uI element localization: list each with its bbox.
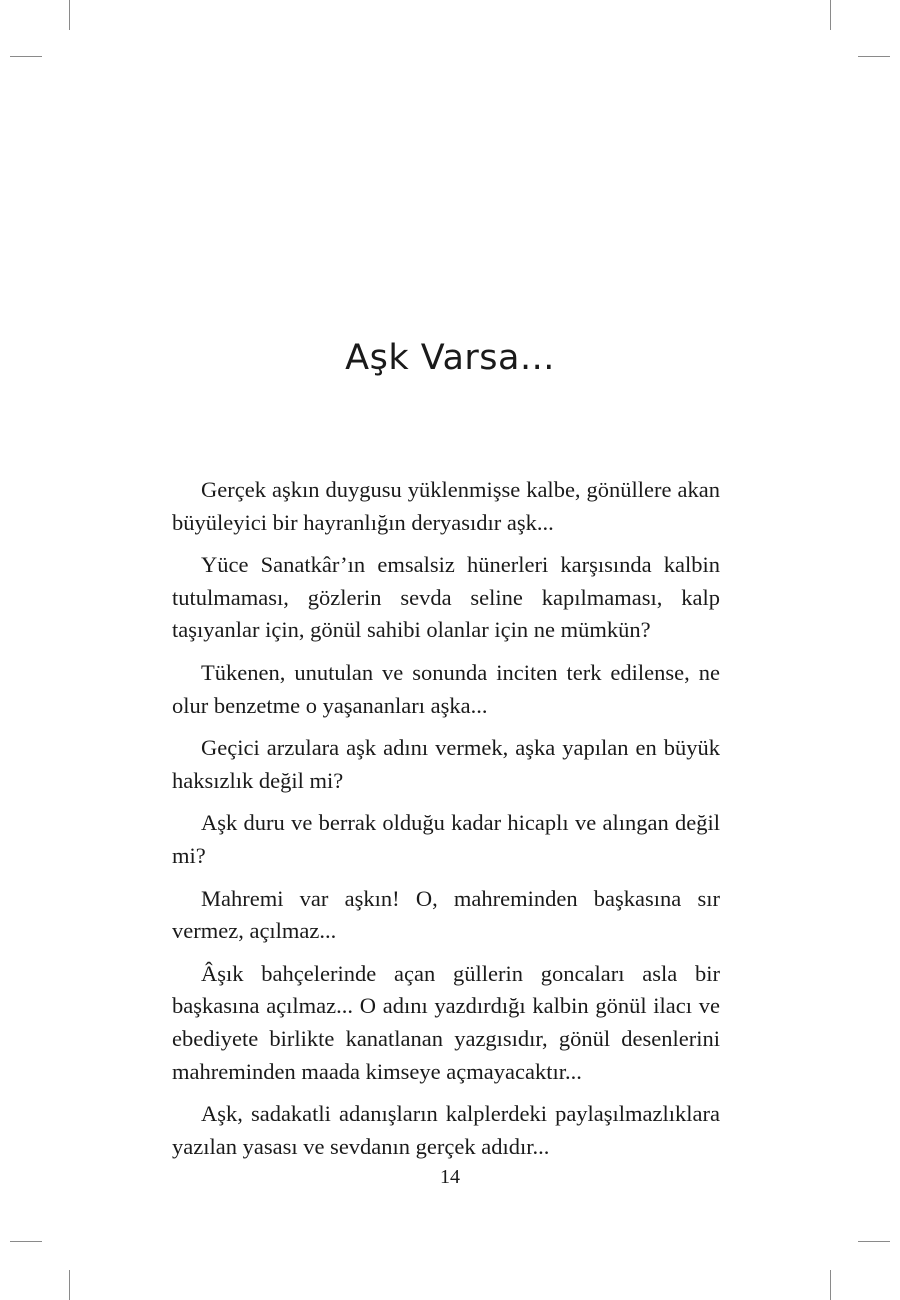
- paragraph: Aşk, sadakatli adanışların kalplerdeki paylaşılmazlıklara yazılan yasası ve sevdanın gerçek adıdır...: [172, 1101, 720, 1159]
- paragraph: Tükenen, unutulan ve sonunda inciten terk edilense, ne olur benzetme o yaşananları aşka...: [172, 659, 720, 718]
- crop-mark-bottom-right: [830, 1270, 831, 1300]
- chapter-body: [172, 474, 720, 1173]
- paragraph: Âşık bahçelerinde açan güllerin goncaları asla bir başkasına açılmaz... O adını yazdırdığı kalbin gönül ilacı ve ebediyete birlikte kanatlanan yazgısıdır, gönül desenlerini mahreminden maada kimseye açmayacaktır...: [172, 960, 720, 1084]
- paragraph: Gerçek aşkın duygusu yüklenmişse kalbe, gönüllere akan büyüleyici bir hayranlığın deryasıdır aşk...: [172, 477, 720, 535]
- paragraph: Yüce Sanatkâr’ın emsalsiz hünerleri karşısında kalbin tutulmaması, gözlerin sevda seline kapılmaması, kalp taşıyanlar için, gönül sahibi olanlar için ne mümkün?: [172, 552, 720, 643]
- crop-mark-top-right: [830, 0, 831, 30]
- chapter-title: Aşk Varsa...: [345, 338, 555, 378]
- crop-mark-top-left: [69, 0, 70, 30]
- crop-mark-top-left-horizontal: [10, 56, 42, 57]
- crop-mark-bottom-left-horizontal: [10, 1241, 42, 1242]
- paragraph: Aşk duru ve berrak olduğu kadar hicaplı ve alıngan değil mi?: [172, 810, 720, 868]
- page-number: 14: [440, 1166, 460, 1188]
- paragraph: Mahremi var aşkın! O, mahreminden başkasına sır vermez, açılmaz...: [172, 885, 720, 944]
- paragraph: Geçici arzulara aşk adını vermek, aşka yapılan en büyük haksızlık değil mi?: [172, 735, 720, 793]
- crop-mark-top-right-horizontal: [858, 56, 890, 57]
- crop-mark-bottom-right-horizontal: [858, 1241, 890, 1242]
- crop-mark-bottom-left: [69, 1270, 70, 1300]
